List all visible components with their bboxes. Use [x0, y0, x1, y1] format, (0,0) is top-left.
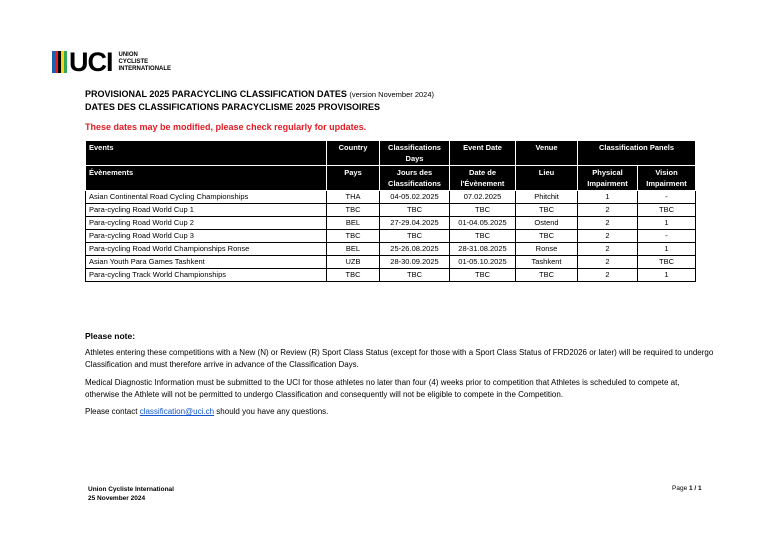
classification-email-link[interactable]: classification@uci.ch: [139, 407, 215, 416]
footer-date: 25 November 2024: [88, 495, 146, 502]
col-country: Country: [327, 141, 380, 166]
col-evenements: Évènements: [86, 166, 327, 191]
cell-days: TBC: [380, 230, 450, 243]
cell-event: Asian Youth Para Games Tashkent: [86, 256, 327, 269]
footer-page-number: [672, 485, 702, 492]
cell-venue: Phitchit: [516, 191, 578, 204]
cell-vision: 1: [638, 243, 696, 256]
cell-physical: 2: [578, 230, 638, 243]
col-pays: Pays: [327, 166, 380, 191]
cell-days: 04-05.02.2025: [380, 191, 450, 204]
cell-event: Para-cycling Track World Championships: [86, 269, 327, 282]
note-paragraph-1: Athletes entering these competitions with a New (N) or Review (R) Sport Class Status (except for those with a Sport Class Status of FRD2026 or later) will be required to undergo Classification and must therefore arrive in advance of the Classification Days.: [85, 348, 714, 369]
table-row: [86, 230, 696, 243]
title-en-text: PROVISIONAL 2025 PARACYCLING CLASSIFICATION DATES: [85, 89, 347, 99]
cell-date: 01-05.10.2025: [450, 256, 516, 269]
cell-event: Para-cycling Road World Cup 1: [86, 204, 327, 217]
col-events: Events: [86, 141, 327, 166]
cell-days: TBC: [380, 204, 450, 217]
table-row: [86, 256, 696, 269]
page-label: Page: [672, 485, 688, 492]
cell-venue: Ostend: [516, 217, 578, 230]
cell-days: TBC: [380, 269, 450, 282]
cell-physical: 2: [578, 204, 638, 217]
cell-physical: 1: [578, 191, 638, 204]
notes-heading: Please note:: [85, 331, 136, 341]
cell-date: TBC: [450, 269, 516, 282]
cell-date: 28-31.08.2025: [450, 243, 516, 256]
cell-venue: Ronse: [516, 243, 578, 256]
classification-schedule-table: [85, 140, 696, 282]
note-paragraph-2: Medical Diagnostic Information must be submitted to the UCI for those athletes no later than four (4) weeks prior to competition that Athletes is scheduled to compete at, otherwise the Athlete will not be permitted to undergo Classification and consequently will not be eligible to compete in the Competition.: [85, 378, 680, 399]
col-vision: Vision Impairment: [638, 166, 696, 191]
table-row: [86, 217, 696, 230]
page-num: 1 / 1: [689, 485, 702, 492]
table-row: [86, 269, 696, 282]
cell-event: Para-cycling Road World Championships Ronse: [86, 243, 327, 256]
cell-event: Para-cycling Road World Cup 2: [86, 217, 327, 230]
cell-venue: TBC: [516, 204, 578, 217]
update-warning: These dates may be modified, please check regularly for updates.: [85, 122, 367, 132]
cell-country: TBC: [327, 269, 380, 282]
logo-line: INTERNATIONALE: [118, 65, 172, 72]
cell-country: TBC: [327, 204, 380, 217]
table-row: [86, 204, 696, 217]
cell-country: TBC: [327, 230, 380, 243]
col-jours: Jours des Classifications: [380, 166, 450, 191]
logo-word: UCI: [69, 47, 113, 77]
cell-country: BEL: [327, 243, 380, 256]
contact-text-before: Please contact: [85, 407, 140, 416]
col-class-days: Classifications Days: [380, 141, 450, 166]
cell-physical: 2: [578, 269, 638, 282]
cell-event: Para-cycling Road World Cup 3: [86, 230, 327, 243]
col-event-date: Event Date: [450, 141, 516, 166]
cell-days: 28-30.09.2025: [380, 256, 450, 269]
cell-country: UZB: [327, 256, 380, 269]
cell-physical: 2: [578, 256, 638, 269]
contact-text-after: should you have any questions.: [214, 407, 329, 416]
cell-country: BEL: [327, 217, 380, 230]
cell-date: TBC: [450, 204, 516, 217]
table-row: [86, 243, 696, 256]
cell-venue: TBC: [516, 230, 578, 243]
cell-venue: Tashkent: [516, 256, 578, 269]
header-row-en: [86, 141, 696, 166]
cell-physical: 2: [578, 243, 638, 256]
cell-vision: -: [638, 191, 696, 204]
logo-line: UNION: [118, 51, 138, 58]
cell-vision: TBC: [638, 256, 696, 269]
header-row-fr: [86, 166, 696, 191]
footer-org-name: Union Cycliste International: [88, 486, 174, 493]
cell-country: THA: [327, 191, 380, 204]
cell-venue: TBC: [516, 269, 578, 282]
col-panels: Classification Panels: [578, 141, 696, 166]
cell-date: TBC: [450, 230, 516, 243]
cell-vision: TBC: [638, 204, 696, 217]
logo-line: CYCLISTE: [118, 58, 149, 65]
table-row: [86, 191, 696, 204]
col-physical: Physical Impairment: [578, 166, 638, 191]
col-lieu: Lieu: [516, 166, 578, 191]
logo-stripe-green: [64, 51, 67, 73]
cell-date: 07.02.2025: [450, 191, 516, 204]
document-title-en: [85, 89, 434, 99]
note-paragraph-3: [85, 406, 715, 418]
logo-stripes: [52, 51, 67, 73]
footer-organization: [88, 485, 174, 503]
cell-days: 25-26.08.2025: [380, 243, 450, 256]
version-note: (version November 2024): [349, 90, 435, 99]
logo-subtitle: [119, 52, 172, 73]
document-title-fr: DATES DES CLASSIFICATIONS PARACYCLISME 2025 PROVISOIRES: [85, 102, 381, 112]
col-venue: Venue: [516, 141, 578, 166]
cell-physical: 2: [578, 217, 638, 230]
cell-event: Asian Continental Road Cycling Championships: [86, 191, 327, 204]
uci-logo: [52, 47, 172, 77]
cell-vision: 1: [638, 269, 696, 282]
cell-date: 01-04.05.2025: [450, 217, 516, 230]
cell-days: 27-29.04.2025: [380, 217, 450, 230]
cell-vision: 1: [638, 217, 696, 230]
cell-vision: -: [638, 230, 696, 243]
col-date-evenement: Date de l'Évènement: [450, 166, 516, 191]
